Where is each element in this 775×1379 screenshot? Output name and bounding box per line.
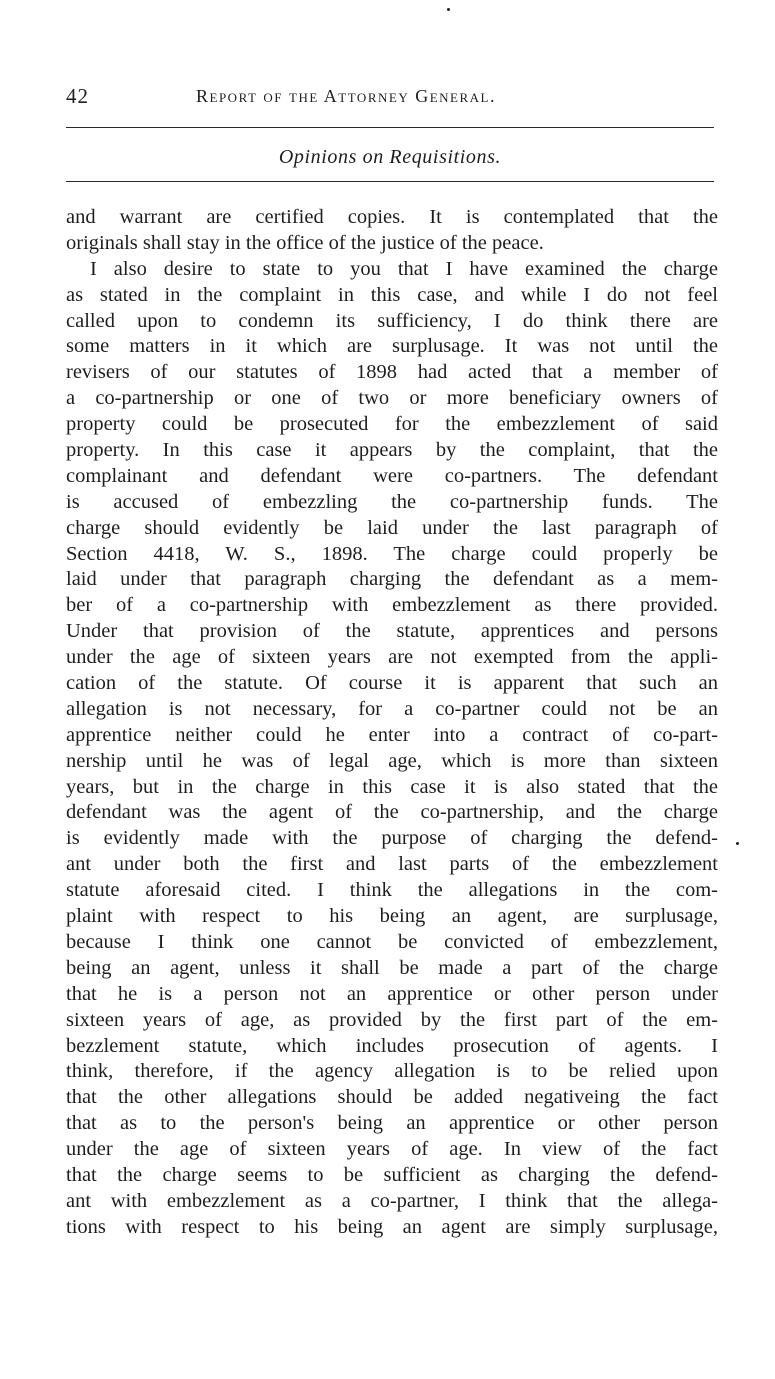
text-line: property. In this case it appears by the complaint, that the <box>66 439 718 462</box>
text-line: statute aforesaid cited. I think the allegations in the com- <box>66 879 718 902</box>
text-line: and warrant are certified copies. It is contemplated that the <box>66 206 718 228</box>
text-line: Section 4418, W. S., 1898. The charge could properly be <box>66 542 718 565</box>
text-line: that the other allegations should be added negativeing the fact <box>66 1086 718 1109</box>
text-line: that he is a person not an apprentice or other person under <box>66 982 718 1005</box>
text-line: bezzlement statute, which includes prosecution of agents. I <box>66 1034 718 1057</box>
text-line: is evidently made with the purpose of charging the defend- <box>66 827 718 850</box>
header-rule-bottom <box>66 181 714 182</box>
text-line: originals shall stay in the office of the justice of the peace. <box>66 231 544 254</box>
text-line: Under that provision of the statute, apprentices and persons <box>66 620 718 643</box>
text-line: defendant was the agent of the co-partnership, and the charge <box>66 801 718 824</box>
text-line: I also desire to state to you that I have examined the charge <box>90 257 718 280</box>
text-line: ant with embezzlement as a co-partner, I think that the allega- <box>66 1189 718 1212</box>
text-line: is accused of embezzling the co-partnership funds. The <box>66 490 718 513</box>
text-line: laid under that paragraph charging the defendant as a mem- <box>66 568 718 591</box>
text-line: a co-partnership or one of two or more beneficiary owners of <box>66 387 718 410</box>
running-head-title: Report of the Attorney General. <box>196 86 496 106</box>
text-line: think, therefore, if the agency allegation is to be relied upon <box>66 1060 718 1083</box>
text-line: under the age of sixteen years are not exempted from the appli- <box>66 646 718 669</box>
print-speck <box>447 8 450 11</box>
text-line: under the age of sixteen years of age. In view of the fact <box>66 1138 718 1161</box>
text-line: sixteen years of age, as provided by the first part of the em- <box>66 1008 718 1031</box>
text-line: plaint with respect to his being an agent, are surplusage, <box>66 905 718 928</box>
text-line: complainant and defendant were co-partners. The defendant <box>66 464 718 487</box>
text-line: allegation is not necessary, for a co-partner could not be an <box>66 697 718 720</box>
text-line: ant under both the first and last parts of the embezzlement <box>66 853 718 876</box>
text-line: that the charge seems to be sufficient as charging the defend- <box>66 1163 718 1186</box>
text-line: tions with respect to his being an agent are simply surplusage, <box>66 1215 718 1238</box>
page-number: 42 <box>66 84 89 108</box>
text-line: nership until he was of legal age, which is more than sixteen <box>66 749 718 772</box>
print-speck <box>736 842 739 845</box>
page-header <box>66 78 716 110</box>
text-line: ber of a co-partnership with embezzlement as there provided. <box>66 594 718 617</box>
text-line: years, but in the charge in this case it is also stated that the <box>66 775 718 798</box>
text-line: charge should evidently be laid under the last paragraph of <box>66 516 718 539</box>
header-rule-top <box>66 127 714 128</box>
text-line: because I think one cannot be convicted of embezzlement, <box>66 930 718 953</box>
text-line: as stated in the complaint in this case, and while I do not feel <box>66 283 718 306</box>
text-line: some matters in it which are surplusage. It was not until the <box>66 335 718 358</box>
text-line: called upon to condemn its sufficiency, I do think there are <box>66 309 718 332</box>
body-text <box>66 205 718 1241</box>
section-title: Opinions on Requisitions. <box>278 146 502 168</box>
text-line: cation of the statute. Of course it is apparent that such an <box>66 672 718 695</box>
text-line: being an agent, unless it shall be made a part of the charge <box>66 956 718 979</box>
text-line: apprentice neither could he enter into a contract of co-part- <box>66 723 718 746</box>
text-line: property could be prosecuted for the embezzlement of said <box>66 413 718 436</box>
text-line: that as to the person's being an apprentice or other person <box>66 1112 718 1135</box>
text-line: revisers of our statutes of 1898 had acted that a member of <box>66 361 718 384</box>
